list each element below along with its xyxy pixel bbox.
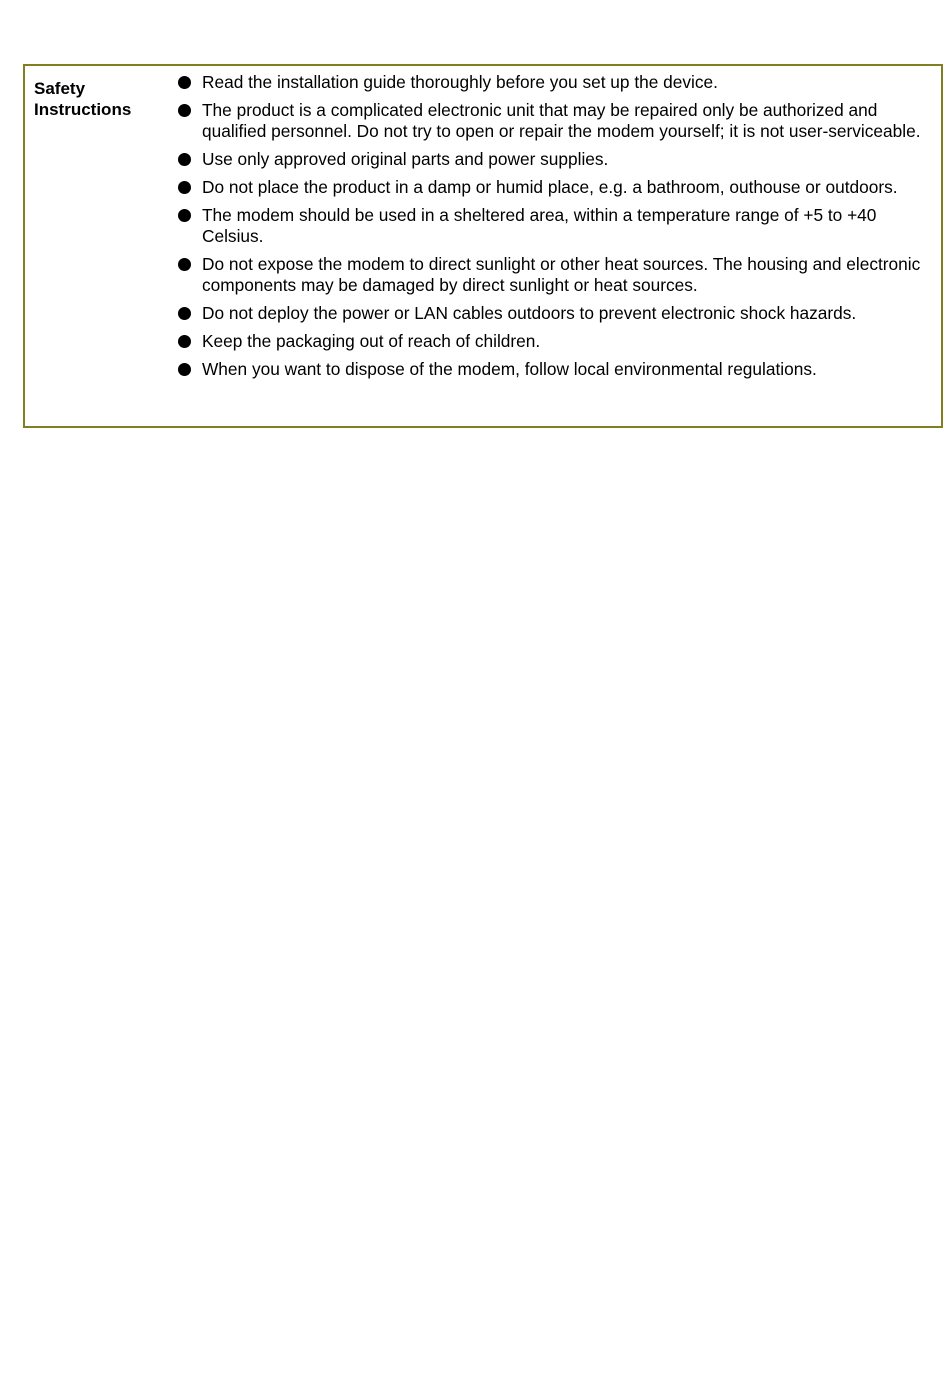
- list-item: [175, 205, 935, 247]
- bullet-dot-icon: [178, 209, 191, 222]
- list-item-text: The product is a complicated electronic unit that may be repaired only be authorized and qualified personnel. Do not try to open or repair the modem yourself; it is not user-serviceable.: [202, 100, 921, 141]
- list-item-text: Use only approved original parts and power supplies.: [202, 149, 609, 169]
- bullet-dot-icon: [178, 258, 191, 271]
- section-heading: [34, 78, 164, 120]
- bullet-dot-icon: [178, 104, 191, 117]
- list-item-text: Read the installation guide thoroughly before you set up the device.: [202, 72, 718, 92]
- list-item-text: The modem should be used in a sheltered area, within a temperature range of +5 to +40 Celsius.: [202, 205, 877, 246]
- section-heading-line2: Instructions: [34, 100, 132, 119]
- bullet-dot-icon: [178, 181, 191, 194]
- safety-instruction-list: [175, 72, 935, 387]
- list-item-text: Keep the packaging out of reach of children.: [202, 331, 541, 351]
- list-item: [175, 359, 935, 380]
- list-item-text: Do not place the product in a damp or humid place, e.g. a bathroom, outhouse or outdoors.: [202, 177, 898, 197]
- list-item: [175, 177, 935, 198]
- safety-instructions-box: [23, 64, 943, 428]
- list-item: [175, 72, 935, 93]
- list-item: [175, 331, 935, 352]
- bullet-dot-icon: [178, 363, 191, 376]
- section-heading-line1: Safety: [34, 79, 86, 98]
- bullet-dot-icon: [178, 76, 191, 89]
- list-item-text: Do not expose the modem to direct sunlight or other heat sources. The housing and electronic components may be damaged by direct sunlight or heat sources.: [202, 254, 921, 295]
- bullet-dot-icon: [178, 307, 191, 320]
- bullet-dot-icon: [178, 335, 191, 348]
- list-item-text: Do not deploy the power or LAN cables outdoors to prevent electronic shock hazards.: [202, 303, 857, 323]
- list-item: [175, 149, 935, 170]
- bullet-dot-icon: [178, 153, 191, 166]
- list-item-text: When you want to dispose of the modem, follow local environmental regulations.: [202, 359, 817, 379]
- list-item: [175, 303, 935, 324]
- list-item: [175, 100, 935, 142]
- list-item: [175, 254, 935, 296]
